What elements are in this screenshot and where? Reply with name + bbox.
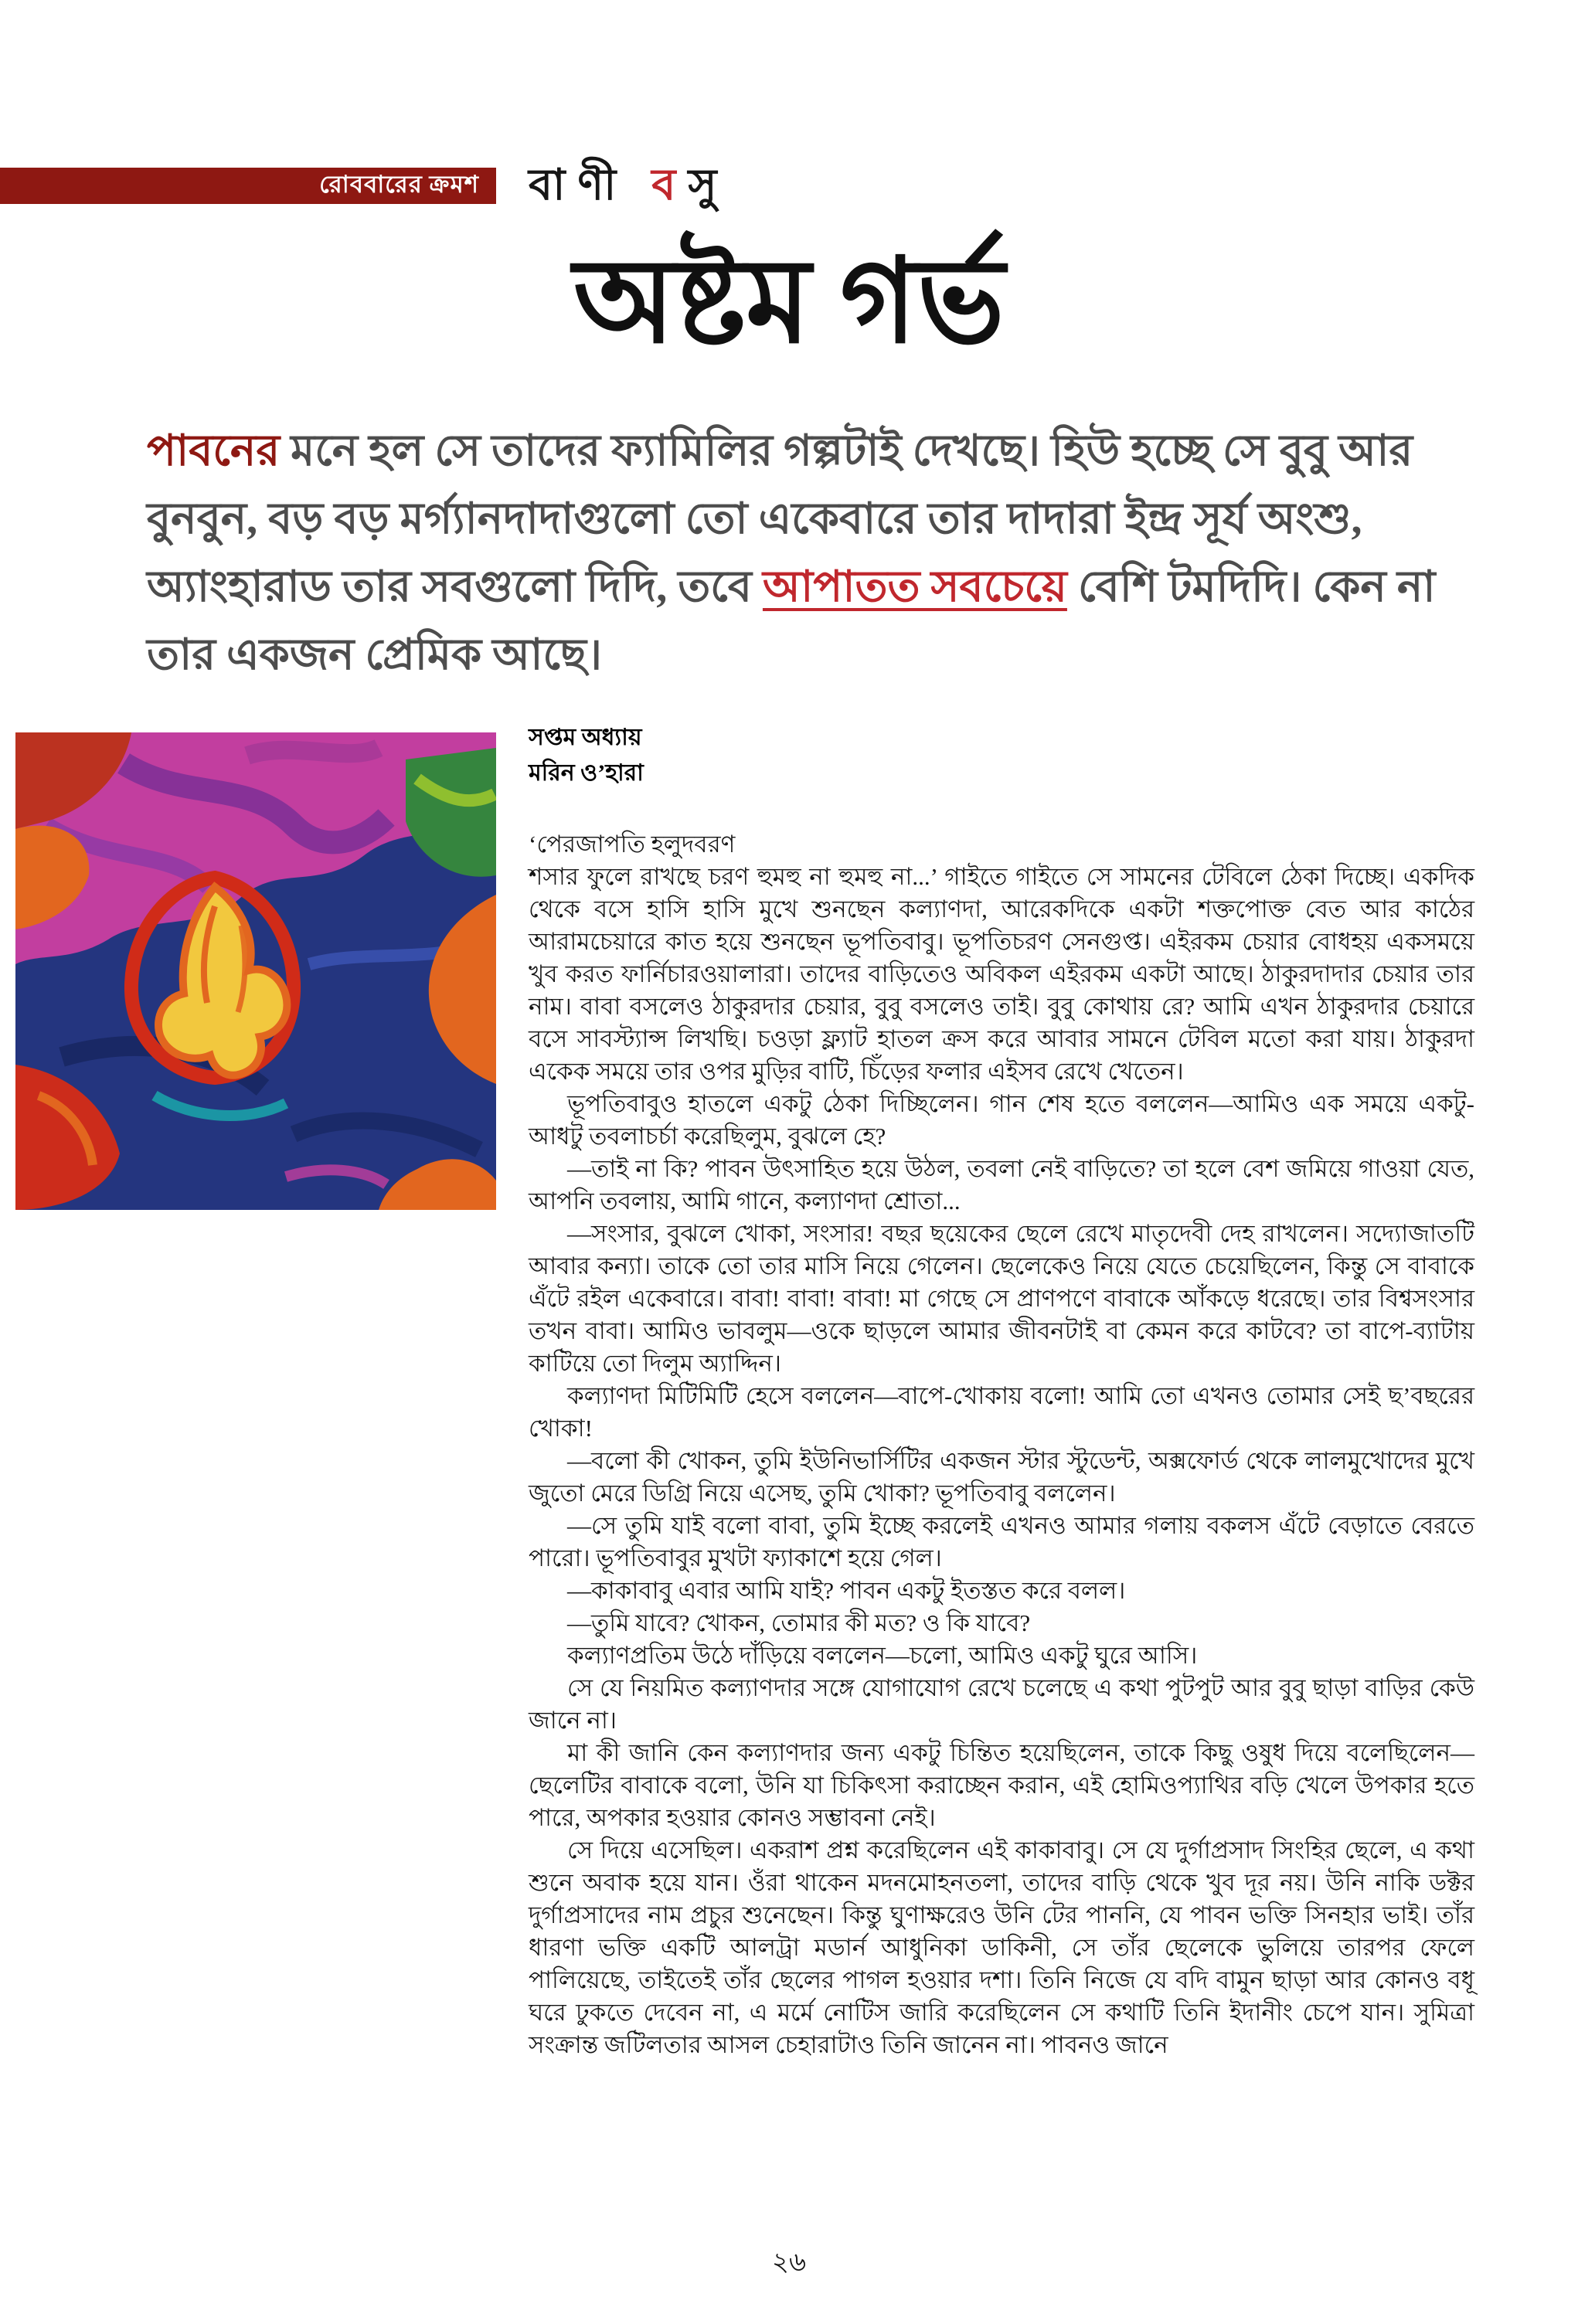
lead-segment: মনে হল সে তাদের ফ্যামিলির গল্পটাই দেখছে। হিউ হচ্ছে সে বুবু আর বুনবুন, বড় বড় মর্গ্যানদাদাগুলো তো একেবারে তার দাদারা ইন্দ্র সূর্য অংশু, অ্যাংহারাড তার সবগুলো দিদি, তবে	[147, 427, 1413, 611]
body-paragraph: —তুমি যাবে? খোকন, তোমার কী মত? ও কি যাবে?	[567, 1609, 1031, 1636]
series-banner-label: রোববারের ক্রমশ	[319, 170, 479, 198]
body-text	[529, 828, 1474, 2061]
body-paragraph: —বলো কী খোকন, তুমি ইউনিভার্সিটির একজন স্টার স্টুডেন্ট, অক্সফোর্ড থেকে লালমুখোদের মুখে জুতো মেরে ডিগ্রি নিয়ে এসেছ, তুমি খোকা? ভূপতিবাবু বললেন।	[529, 1447, 1474, 1507]
body-paragraph: কল্যাণদা মিটিমিটি হেসে বললেন—বাপে-খোকায় বলো! আমি তো এখনও তোমার সেই ছ’বছরের খোকা!	[529, 1382, 1474, 1442]
chapter-title: মরিন ও’হারা	[529, 760, 644, 786]
abstract-tulip-painting	[15, 732, 496, 1210]
body-paragraph: মা কী জানি কেন কল্যাণদার জন্য একটু চিন্তিত হয়েছিলেন, তাকে কিছু ওষুধ দিয়ে বলেছিলেন—ছেলেটির বাবাকে বলো, উনি যা চিকিৎসা করাচ্ছেন করান, এই হোমিওপ্যাথির বড়ি খেলে উপকার হতে পারে, অপকার হওয়ার কোনও সম্ভাবনা নেই।	[529, 1739, 1474, 1831]
page-number: ২৬	[771, 2248, 807, 2277]
lead-paragraph	[147, 417, 1478, 689]
lead-segment: আপাতত সবচেয়ে	[762, 563, 1067, 611]
author-part1: বাণী	[529, 161, 652, 209]
author-highlight-letter: ব	[651, 161, 689, 209]
author-part2: সু	[688, 161, 729, 209]
body-paragraph: কল্যাণপ্রতিম উঠে দাঁড়িয়ে বললেন—চলো, আমিও একটু ঘুরে আসি।	[567, 1642, 1198, 1669]
author-name	[529, 151, 729, 224]
body-paragraph: সে যে নিয়মিত কল্যাণদার সঙ্গে যোগাযোগ রেখে চলেছে এ কথা পুটপুট আর বুবু ছাড়া বাড়ির কেউ জানে না।	[529, 1674, 1474, 1734]
body-paragraph: —কাকাবাবু এবার আমি যাই? পাবন একটু ইতস্তত করে বলল।	[567, 1577, 1126, 1604]
chapter-header	[529, 720, 644, 791]
chapter-number: সপ্তম অধ্যায়	[529, 725, 642, 750]
body-paragraph: ‘পেরজাপতি হলুদবরণ	[529, 831, 736, 858]
body-paragraph: শসার ফুলে রাখছে চরণ হুমহু না হুমহু না...’ গাইতে গাইতে সে সামনের টেবিলে ঠেকা দিচ্ছে। একদিক থেকে বসে হাসি হাসি মুখে শুনছেন কল্যাণদা, আরেকদিকে একটা শক্তপোক্ত বেত আর কাঠের আরামচেয়ারে কাত হয়ে শুনছেন ভূপতিবাবু। ভূপতিচরণ সেনগুপ্ত। এইরকম চেয়ার বোধহয় একসময়ে খুব করত ফার্নিচারওয়ালারা। তাদের বাড়িতেও অবিকল এইরকম একটা আছে। ঠাকুরদাদার চেয়ার তার নাম। বাবা বসলেও ঠাকুরদার চেয়ার, বুবু বসলেও তাই। বুবু কোথায় রে? আমি এখন ঠাকুরদার চেয়ারে বসে সাবস্ট্যান্স লিখছি। চওড়া ফ্ল্যাট হাতল ক্রস করে আবার সামনে টেবিল মতো করা যায়। ঠাকুরদা একেক সময়ে তার ওপর মুড়ির বাটি, চিঁড়ের ফলার এইসব রেখে খেতেন।	[529, 863, 1474, 1085]
body-paragraph: সে দিয়ে এসেছিল। একরাশ প্রশ্ন করেছিলেন এই কাকাবাবু। সে যে দুর্গাপ্রসাদ সিংহির ছেলে, এ কথা শুনে অবাক হয়ে যান। ওঁরা থাকেন মদনমোহনতলা, তাদের বাড়ি থেকে খুব দূর নয়। উনি নাকি ডক্টর দুর্গাপ্রসাদের নাম প্রচুর শুনেছেন। কিন্তু ঘুণাক্ষরেও উনি টের পাননি, যে পাবন ভক্তি সিনহার ভাই। তাঁর ধারণা ভক্তি একটি আলট্রা মডার্ন আধুনিকা ডাকিনী, সে তাঁর ছেলেকে ভুলিয়ে তারপর ফেলে পালিয়েছে, তাইতেই তাঁর ছেলের পাগল হওয়ার দশা। তিনি নিজে যে বদি বামুন ছাড়া আর কোনও বধূ ঘরে ঢুকতে দেবেন না, এ মর্মে নোটিস জারি করেছিলেন সে কথাটি তিনি ইদানীং চেপে যান। সুমিত্রা সংক্রান্ত জটিলতার আসল চেহারাটাও তিনি জানেন না। পাবনও জানে	[529, 1836, 1474, 2058]
artwork-illustration	[15, 732, 496, 1210]
body-paragraph: ভূপতিবাবুও হাতলে একটু ঠেকা দিচ্ছিলেন। গান শেষ হতে বললেন—আমিও এক সময়ে একটু-আধটু তবলাচর্চা করেছিলুম, বুঝলে হে?	[529, 1090, 1474, 1150]
body-paragraph: —সংসার, বুঝলে খোকা, সংসার! বছর ছয়েকের ছেলে রেখে মাতৃদেবী দেহ রাখলেন। সদ্যোজাতটি আবার কন্যা। তাকে তো তার মাসি নিয়ে গেলেন। ছেলেকেও নিয়ে যেতে চেয়েছিলেন, কিন্তু সে বাবাকে এঁটে রইল একেবারে। বাবা! বাবা! বাবা! মা গেছে সে প্রাণপণে বাবাকে আঁকড়ে ধরেছে। তার বিশ্বসংসার তখন বাবা। আমিও ভাবলুম—ওকে ছাড়লে আমার জীবনটাই বা কেমন করে কাটবে? তা বাপে-ব্যাটায় কাটিয়ে তো দিলুম অ্যাদ্দিন।	[529, 1220, 1474, 1377]
lead-segment: বেশি টমদিদি। কেন না তার একজন প্রেমিক আছে।	[147, 563, 1436, 679]
series-banner	[0, 168, 496, 204]
story-title: অষ্টম গর্ভ	[573, 237, 1005, 367]
lead-segment: পাবনের	[147, 427, 281, 475]
body-paragraph: —সে তুমি যাই বলো বাবা, তুমি ইচ্ছে করলেই এখনও আমার গলায় বকলস এঁটে বেড়াতে বেরতে পারো। ভূপতিবাবুর মুখটা ফ্যাকাশে হয়ে গেল।	[529, 1512, 1474, 1571]
body-paragraph: —তাই না কি? পাবন উৎসাহিত হয়ে উঠল, তবলা নেই বাড়িতে? তা হলে বেশ জমিয়ে গাওয়া যেত, আপনি তবলায়, আমি গানে, কল্যাণদা শ্রোতা...	[529, 1155, 1474, 1215]
